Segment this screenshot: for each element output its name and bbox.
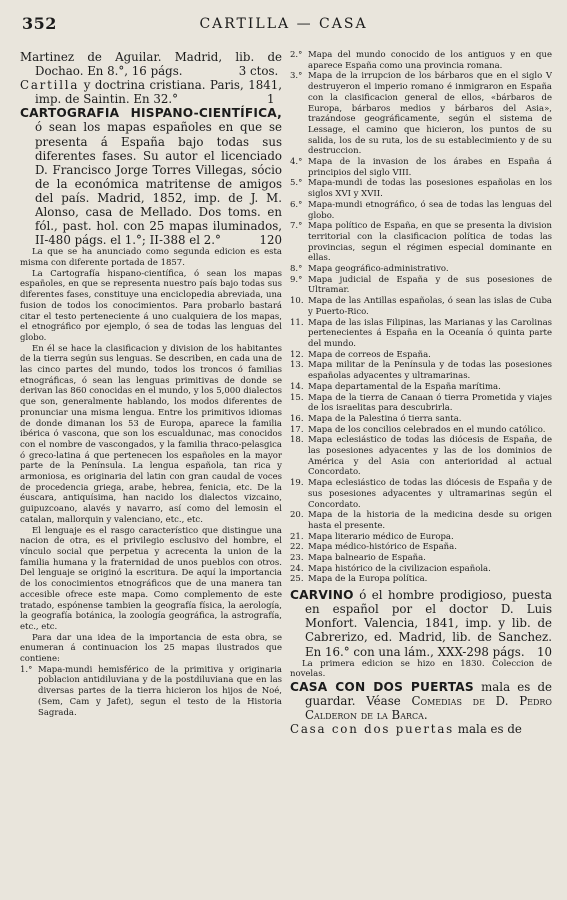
map-list-item: 4.° Mapa de la invasion de los árabes en España á principios del siglo VIII. [290,157,552,178]
map-list-number: 23. [290,553,304,564]
map-list-item: 22. Mapa médico-histórico de España. [290,542,457,553]
map-list-item: 5.° Mapa-mundi de todas las posesiones españolas en los siglos XVI y XVII. [290,178,552,200]
entry-price: 120 [259,233,282,248]
note-paragraph: Para dar una idea de la importancia de esta obra, se enumeran á continuacion los 25 mapas ilustrados que contiene: [20,632,282,665]
map-list-item: 7.° Mapa político de España, en que se presenta la division territorial con la clasificacion política de todas las provincias, segun el régimen especial dominante en ellas. [290,221,552,264]
map-list-number: 9.° [290,274,303,285]
page-number: 352 [22,14,57,33]
entry-headword: Cartilla [20,78,80,93]
map-list-item: 15. Mapa de la tierra de Canaan ó tierra Prometida y viajes de los israelitas para descubrirla. [290,392,552,414]
map-list-number: 2.° [290,50,303,60]
map-list-item: 18. Mapa eclesiástico de todas las diócesis de España, de las posesiones adyacentes y las de los dominios de América y del Asia con anterioridad al actual Concordato. [290,435,552,478]
map-list-number: 5.° [290,178,303,189]
map-list-item: 13. Mapa militar de la Península y de todas las posesiones españolas adyacentes y ultramarinas. [290,360,552,382]
map-list-number: 15. [290,392,304,403]
map-list-number: 7.° [290,221,303,232]
map-list-item: 16. Mapa de la Palestina ó tierra santa. [290,413,462,424]
map-list-number: 16. [290,413,304,424]
entry-headword: CARVINO [290,588,354,603]
entry-headword: CASA CON DOS PUERTAS [290,680,474,695]
map-list-item: 10. Mapa de las Antillas españolas, ó sean las islas de Cuba y Puerto-Rico. [290,296,552,317]
map-list-number: 6.° [290,199,303,210]
map-list-item: 1.° Mapa-mundi hemisférico de la primitiva y originaria poblacion antidiluviana y de la postdiluviana que en las diversas partes de la tierra hicieron los hijos de Noé, (Sem, Cam y Jafet), segun el testo de la Historia Sagrada. [20,664,282,718]
map-list-number: 25. [290,574,304,585]
map-list-number: 3.° [290,71,303,82]
note-paragraph: La primera edicion se hizo en 1830. Coleccion de novelas. [290,658,552,680]
map-list-number: 19. [290,478,304,489]
map-list-item: 23. Mapa balneario de España. [290,553,426,564]
map-list-number: 4.° [290,157,303,168]
map-list-item: 14. Mapa departamental de la España marítima. [290,381,501,392]
note-paragraph: La que se ha anunciado como segunda edicion es esta misma con diferente portada de 1857. [20,247,282,269]
entry-continuation: Martinez de Aguilar. Madrid, lib. de Dochao. En 8.°, 16 págs. 3 ctos. [20,50,282,79]
right-column [290,50,552,736]
map-list-number: 20. [290,510,304,521]
running-head: CARTILLA — CASA [199,16,368,32]
map-list-item: 24. Mapa histórico de la civilizacion española. [290,563,491,574]
map-list-number: 1.° [20,664,33,675]
map-list-number: 21. [290,531,304,542]
map-list-item: 9.° Mapa judicial de España y de sus posesiones de Ultramar. [290,274,552,296]
map-list-number: 12. [290,349,304,360]
entry-cartografia: CARTOGRAFIA HISPANO-CIENTÍFICA, ó sean los mapas españoles en que se presenta á España bajo todas sus diferentes fases. Su autor el licenciado D. Francisco Jorge Torres Villegas, sócio de la económica matritense de amigos del país. Madrid, 1852, imp. de J. M. Alonso, casa de Mellado. Dos toms. en fól., past. hol. con 25 mapas iluminados, II-480 págs. el 1.°; II-388 el 2.° 120 [20,106,282,248]
entry-casa-2: Casa con dos puertas mala es de [290,722,522,737]
entry-cartilla: Cartilla y doctrina cristiana. Paris, 1841, imp. de Saintin. En 32.° 1 [20,78,282,107]
map-list-number: 8.° [290,264,303,275]
map-list-number: 11. [290,317,304,328]
cross-reference: Comedias de D. Pedro Calderon de la Barca. [305,694,552,723]
note-paragraph: En él se hace la clasificacion y division de los habitantes de la tierra según sus lenguas. Se describen, en cada una de las cinco partes del mundo, todos los troncos ó familias etnográficas, ó sean las lenguas primitivas de donde se derivan las 860 conocidas en el mundo, y los 5,000 dialectos que son, generalmente hablando, los modos diferentes de pronunciar una misma lengua. Entre los primitivos idiomas de donde dimanan los 53 de Europa, aparece la familia ibérica ó vascona, que son los escualdunac, mas conocidos con el nombre de vascongados, y la familia thraco-pelasgica ó greco-latina á que pertenecen los españoles en la mayor parte de la Península. La lengua española, tan rica y armoniosa, es originaria del latin con gran caudal de voces de procedencia griega, arabe, hebrea, fenicia, etc. De la éuscara, antiquísima, han nacido los dialectos vizcaino, guipuzcoano, alavés y navarro, así como del lemosin el catalan, mallorquin y valenciano, etc., etc. [20,343,282,525]
entry-casa: CASA CON DOS PUERTAS mala es de guardar. Véase Comedias de D. Pedro Calderon de la Barca. [290,680,552,723]
map-list-number: 22. [290,542,304,553]
map-list-item: 25. Mapa de la Europa política. [290,574,428,585]
map-list-number: 18. [290,435,304,446]
map-list-number: 14. [290,381,304,392]
map-list-item: 17. Mapa de los concilios celebrados en el mundo católico. [290,424,546,435]
map-list-number: 24. [290,563,304,574]
entry-carvino: CARVINO ó el hombre prodigioso, puesta en español por el doctor D. Luis Monfort. Valencia, 1841, imp. y lib. de Cabrerizo, ed. Madrid, lib. de Sanchez. En 16.° con una lám., XXX-298 págs. 10 [290,588,552,659]
map-list-item: 3.° Mapa de la irrupcion de los bárbaros que en el siglo V destruyeron el imperio romano é inmigraron en España con la clasificacion general de ellos, «bárbaros de Europa, bárbaros medios y bárbaros del Asia», trazándose geográficamente, según el sistema de Lessage, el camino que hicieron, los puntos de su salida, los de su ruta, los de su establecimiento y de su destruccion. [290,71,552,157]
map-list [290,50,552,585]
note-paragraph: La Cartografía hispano-científica, ó sean los mapas españoles, en que se representa nuestro país bajo todas sus diferentes fases, constituye una enciclopedia abreviada, una fusion de todos los conocimientos. Para probarlo bastará citar el testo perteneciente á uno cualquiera de los mapas, el etnográfico por ejemplo, ó sea de todas las lenguas del globo. [20,268,282,343]
page-header [22,14,545,36]
entry-price: 3 ctos. [238,64,279,79]
map-list-number: 10. [290,296,304,307]
map-list-item: 12. Mapa de correos de España. [290,349,431,360]
map-list-item: 19. Mapa eclesiástico de todas las diócesis de España y de sus posesiones adyacentes y ultramarinas según el Concordato. [290,478,552,510]
entry-headword: Casa con dos puertas [290,722,455,737]
left-column [20,50,282,718]
map-list-number: 13. [290,360,304,371]
note-paragraph: El lenguaje es el rasgo característico que distingue una nacion de otra, es el privilegio esclusivo del hombre, el vínculo social que perpetua y acrecenta la union de la familia humana y la fraternidad de unos pueblos con otros. Del lenguaje se originó la escritura. De aquí la importancia de los conocimientos etnográficos que de una manera tan accesible ofrece este mapa. Como complemento de este tratado, espónense tambien la geografía física, la aerología, la geografía botánica, la zoología geográfica, la astrografía, etc., etc. [20,525,282,632]
map-list-number: 17. [290,424,304,435]
map-list-item: 11. Mapa de las islas Filipinas, las Marianas y las Carolinas pertenecientes á España en la Oceanía ó quinta parte del mundo. [290,317,552,349]
entry-headword: CARTOGRAFIA HISPANO-CIENTÍFICA, [20,106,282,121]
map-list-item: 21. Mapa literario médico de Europa. [290,531,454,542]
map-list-item: 20. Mapa de la historia de la medicina desde su origen hasta el presente. [290,510,552,531]
map-list-item: 2.° Mapa del mundo conocido de los antiguos y en que aparece España como una provincia romana. [290,50,552,71]
map-list-item: 6.° Mapa-mundi etnográfico, ó sea de todas las lenguas del globo. [290,199,552,221]
map-list-item: 8.° Mapa geográfico-administrativo. [290,264,449,275]
